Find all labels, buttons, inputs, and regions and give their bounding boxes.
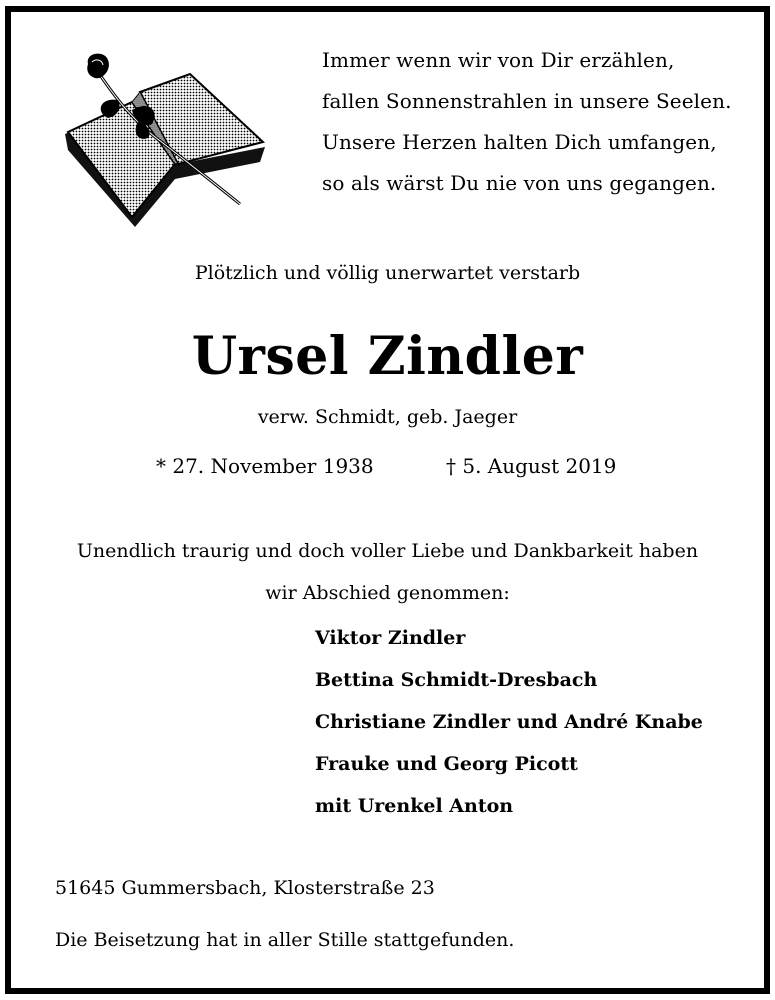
poem-line: Unsere Herzen halten Dich umfangen, bbox=[322, 130, 717, 154]
mourner: Christiane Zindler und André Knabe bbox=[315, 711, 703, 733]
mourner: Frauke und Georg Picott bbox=[315, 753, 578, 775]
memorial-poem bbox=[322, 40, 742, 204]
mourner: Viktor Zindler bbox=[315, 627, 466, 649]
birth-date: * 27. November 1938 bbox=[156, 454, 374, 478]
intro-text: Plötzlich und völlig unerwartet verstarb bbox=[194, 262, 581, 284]
mourners-list bbox=[315, 617, 703, 827]
mourner: mit Urenkel Anton bbox=[315, 795, 514, 817]
farewell-line: wir Abschied genommen: bbox=[265, 582, 510, 604]
farewell-line: Unendlich traurig und doch voller Liebe und Dankbarkeit haben bbox=[76, 540, 699, 562]
poem-line: so als wärst Du nie von uns gegangen. bbox=[322, 171, 717, 195]
deceased-name: Ursel Zindler bbox=[191, 326, 584, 387]
book-with-rose-icon bbox=[60, 52, 270, 234]
death-date: † 5. August 2019 bbox=[446, 454, 617, 478]
burial-note: Die Beisetzung hat in aller Stille stattgefunden. bbox=[55, 929, 515, 951]
mourner: Bettina Schmidt-Dresbach bbox=[315, 669, 598, 691]
farewell-text bbox=[0, 530, 775, 614]
poem-line: fallen Sonnenstrahlen in unsere Seelen. bbox=[322, 89, 732, 113]
deceased-origin: verw. Schmidt, geb. Jaeger bbox=[257, 406, 518, 428]
poem-line: Immer wenn wir von Dir erzählen, bbox=[322, 48, 675, 72]
address: 51645 Gummersbach, Klosterstraße 23 bbox=[55, 877, 435, 899]
